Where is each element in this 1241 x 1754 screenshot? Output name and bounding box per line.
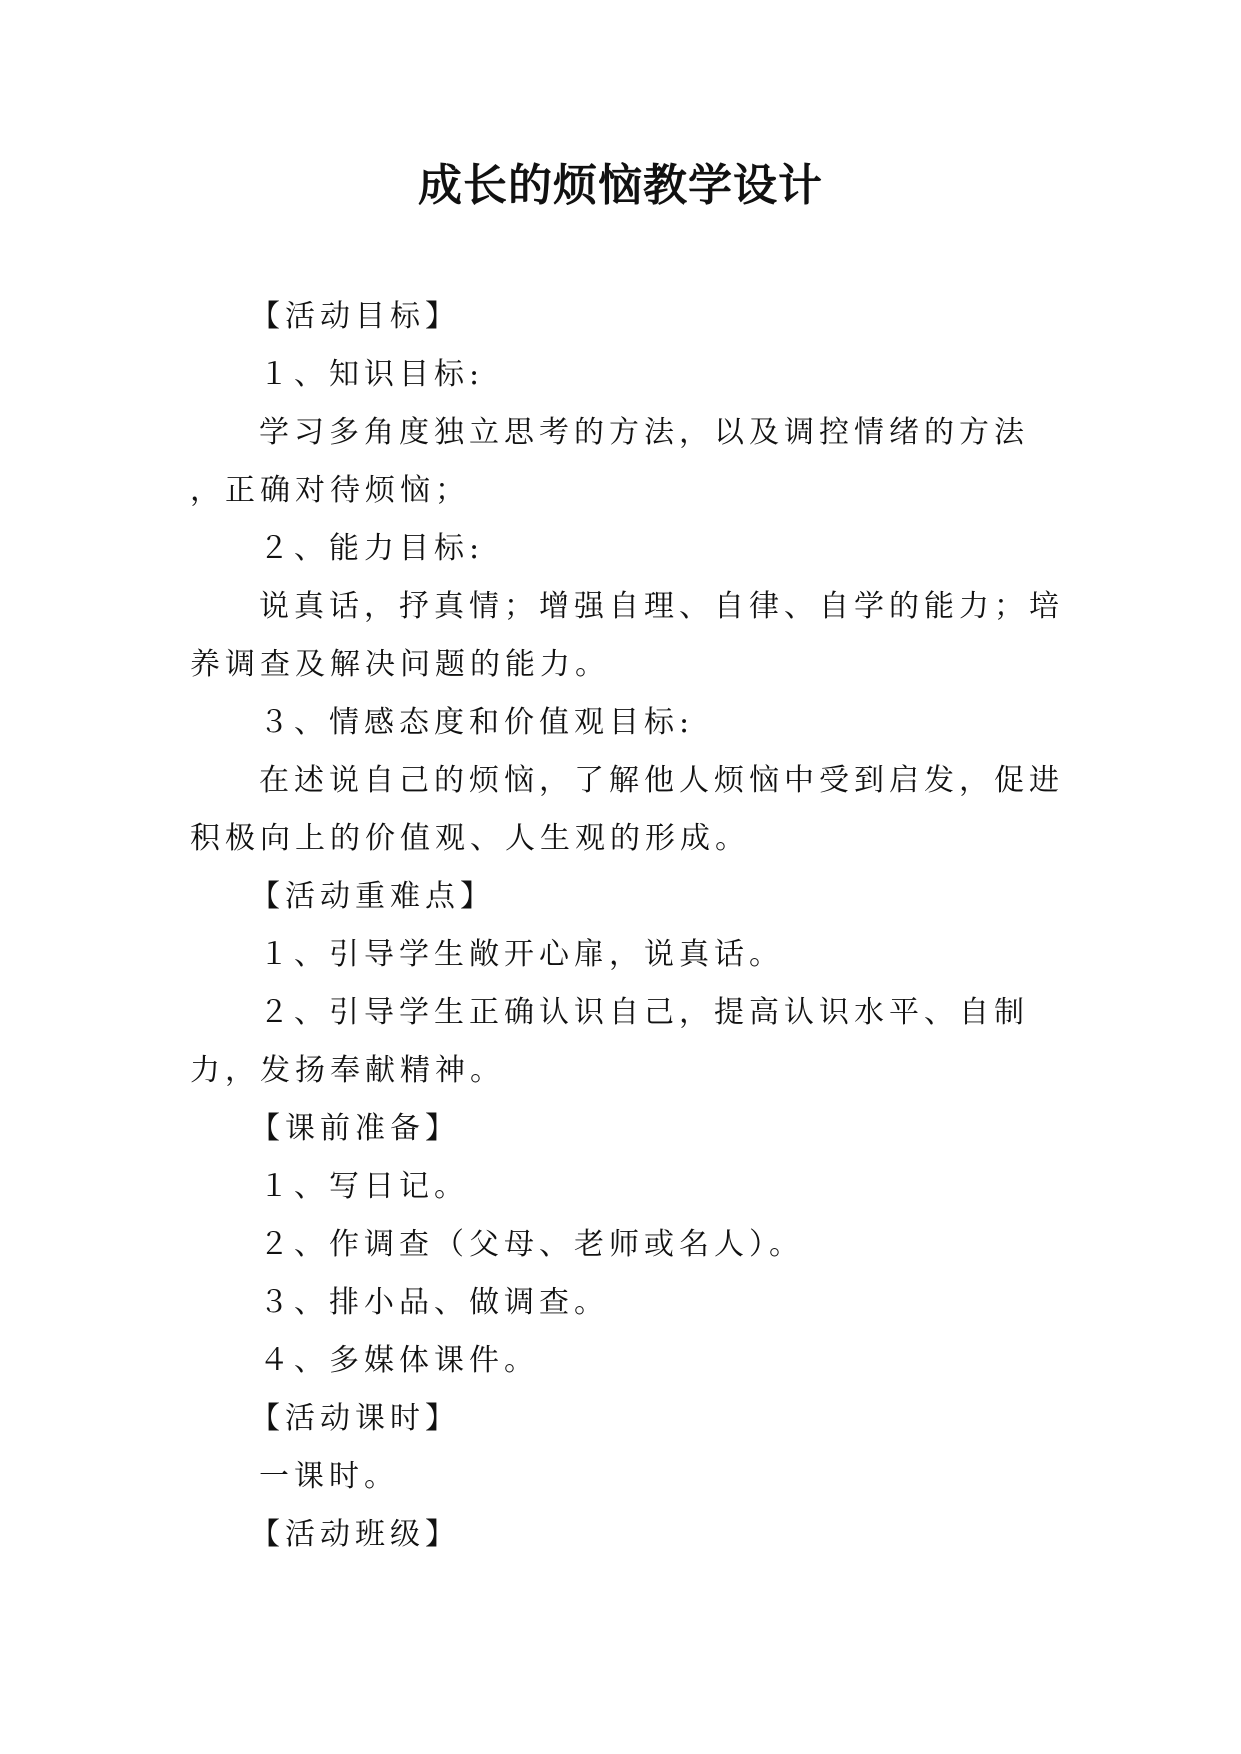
document-title: 成长的烦恼教学设计 (418, 160, 823, 211)
class-hours-text: 一课时。 (259, 1459, 399, 1494)
key-point-2: ２、引导学生正确认识自己，提高认识水平、自制力，发扬奉献精神。 (190, 995, 1029, 1088)
section-heading-class: 【活动班级】 (250, 1517, 460, 1552)
goal-knowledge-text: 学习多角度独立思考的方法，以及调控情绪的方法 ，正确对待烦恼； (190, 415, 1029, 508)
goal-ability-text: 说真话，抒真情；增强自理、自律、自学的能力；培养调查及解决问题的能力。 (190, 589, 1064, 682)
section-heading-class-hours: 【活动课时】 (250, 1401, 460, 1436)
goal-emotion-text: 在述说自己的烦恼，了解他人烦恼中受到启发，促进积极向上的价值观、人生观的形成。 (190, 763, 1064, 856)
document-body (190, 288, 1070, 1564)
section-heading-preparation: 【课前准备】 (250, 1111, 460, 1146)
preparation-item-2: ２、作调查（父母、老师或名人）。 (259, 1227, 804, 1262)
key-point-1: １、引导学生敞开心扉，说真话。 (259, 937, 784, 972)
section-heading-activity-goals: 【活动目标】 (250, 299, 460, 334)
section-heading-key-points: 【活动重难点】 (250, 879, 495, 914)
preparation-item-3: ３、排小品、做调查。 (259, 1285, 609, 1320)
preparation-item-4: ４、多媒体课件。 (259, 1343, 539, 1378)
goal-emotion-label: ３、情感态度和价值观目标: (259, 705, 695, 740)
preparation-item-1: １、写日记。 (259, 1169, 469, 1204)
goal-knowledge-label: １、知识目标: (259, 357, 485, 392)
goal-ability-label: ２、能力目标: (259, 531, 485, 566)
